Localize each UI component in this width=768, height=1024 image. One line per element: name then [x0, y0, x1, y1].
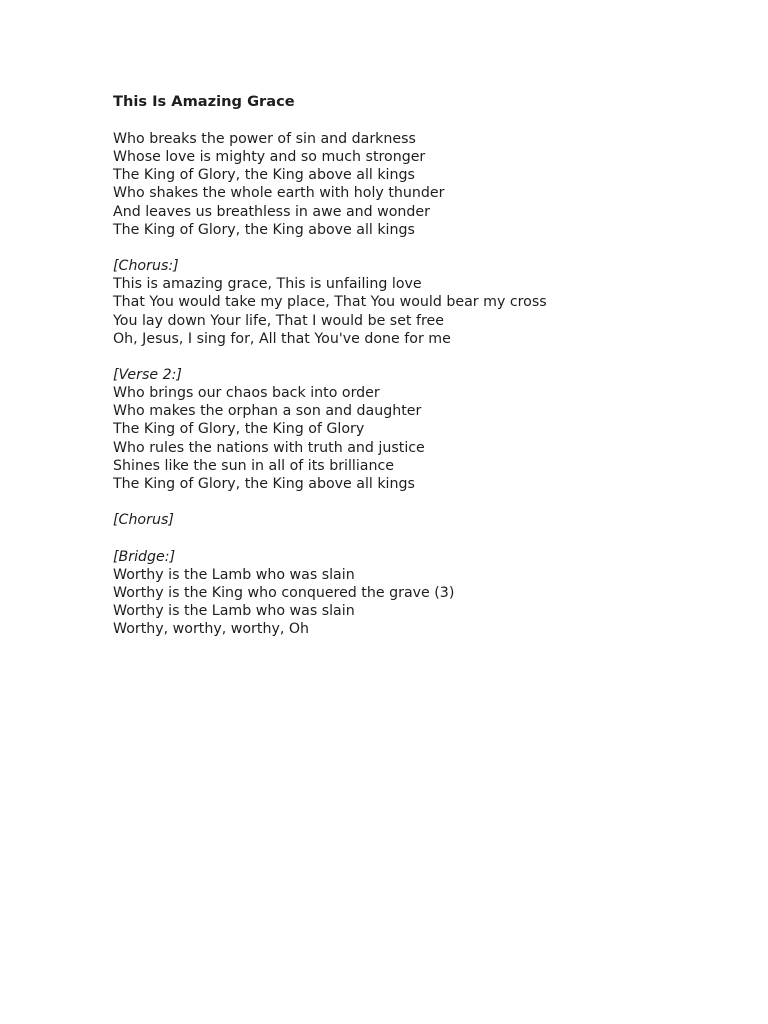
chorus-line: Oh, Jesus, I sing for, All that You've done for me	[113, 330, 451, 347]
bridge-line: Worthy, worthy, worthy, Oh	[113, 621, 310, 638]
song-title: This Is Amazing Grace	[113, 93, 295, 110]
verse-line: The King of Glory, the King above all kings	[113, 221, 415, 238]
verse-line: The King of Glory, the King above all kings	[113, 475, 415, 492]
bridge	[113, 548, 733, 639]
verse-line: Who makes the orphan a son and daughter	[113, 403, 422, 420]
verse-line: Who breaks the power of sin and darkness	[113, 131, 416, 147]
document-page	[113, 92, 733, 656]
verse-line: Whose love is mighty and so much stronger	[113, 149, 426, 166]
verse-line: Who rules the nations with truth and justice	[113, 439, 425, 456]
verse-line: And leaves us breathless in awe and wonder	[113, 203, 430, 220]
section-heading: [Chorus]	[113, 512, 174, 529]
verse-line: Who brings our chaos back into order	[113, 385, 380, 402]
chorus-line: That You would take my place, That You would bear my cross	[113, 294, 547, 311]
chorus-repeat	[113, 511, 733, 529]
chorus	[113, 257, 733, 348]
bridge-line: Worthy is the Lamb who was slain	[113, 603, 355, 619]
section-heading: [Bridge:]	[113, 548, 176, 565]
verse-2	[113, 366, 733, 493]
verse-line: The King of Glory, the King above all kings	[113, 167, 415, 184]
bridge-line: Worthy is the Lamb who was slain	[113, 566, 355, 583]
verse-line: Shines like the sun in all of its brilliance	[113, 457, 395, 474]
verse-1	[113, 130, 733, 239]
chorus-line: This is amazing grace, This is unfailing love	[113, 276, 422, 293]
section-heading: [Chorus:]	[113, 258, 179, 275]
verse-line: The King of Glory, the King of Glory	[113, 421, 365, 438]
verse-line: Who shakes the whole earth with holy thunder	[113, 185, 445, 202]
section-heading: [Verse 2:]	[113, 367, 182, 383]
bridge-line: Worthy is the King who conquered the grave (3)	[113, 584, 455, 601]
chorus-line: You lay down Your life, That I would be set free	[113, 312, 444, 329]
